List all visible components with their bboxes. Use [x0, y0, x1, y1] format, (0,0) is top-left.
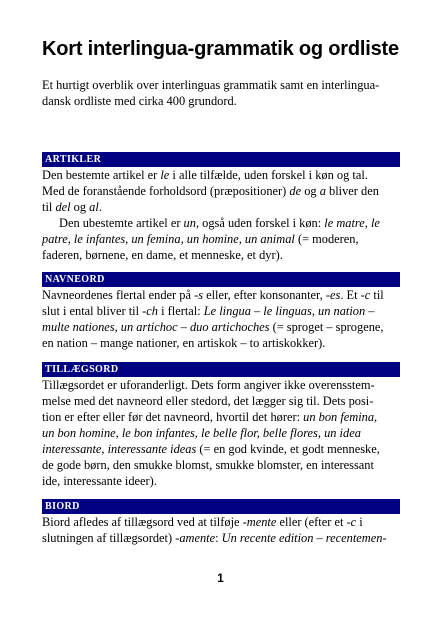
text-line: [42, 303, 400, 319]
page-number: 1: [217, 571, 224, 585]
text-run: og: [70, 200, 90, 214]
italic-run: del: [55, 200, 71, 214]
italic-run: un: [183, 216, 196, 230]
text-run: bliver den: [325, 184, 379, 198]
text-line: [42, 393, 400, 409]
text-run: slut i ental bliver til: [42, 304, 143, 318]
italic-run: a: [319, 184, 326, 198]
italic-run: -s: [194, 288, 204, 302]
italic-run: Un recente edition – recentemen-: [221, 531, 387, 545]
italic-run: interessante, interessante ideas: [42, 442, 197, 456]
text-run: slutningen af tillægsordet): [42, 531, 176, 545]
italic-run: le: [160, 168, 170, 182]
text-line: [42, 530, 400, 546]
intro-paragraph: [42, 77, 400, 109]
text-line: [42, 335, 400, 351]
text-run: eller (efter et: [276, 515, 347, 529]
text-line: [42, 377, 400, 393]
text-run: (= moderen,: [294, 232, 359, 246]
text-run: Med de foranstående forholdsord (præpositioner): [42, 184, 290, 198]
text-line: [42, 514, 400, 530]
italic-run: -amente: [175, 531, 216, 545]
italic-run: un bon homine, le bon infantes, le belle flor, belle flores, un idea: [42, 426, 361, 440]
italic-run: al: [89, 200, 99, 214]
text-run: Biord afledes af tillægsord ved at tilføje: [42, 515, 243, 529]
text-line: [42, 457, 400, 473]
italic-run: -mente: [242, 515, 277, 529]
section-heading: BIORD: [42, 499, 400, 514]
text-run: faderen, børnene, en dame, et menneske, et dyr).: [42, 248, 283, 262]
text-run: til: [370, 288, 384, 302]
text-run: , også uden forskel i køn:: [195, 216, 325, 230]
text-run: (= sproget – sprogene,: [269, 320, 384, 334]
text-run: i: [356, 515, 363, 529]
text-run: Navneordenes flertal ender på: [42, 288, 195, 302]
intro-line: Et hurtigt overblik over interlinguas grammatik samt en interlingua-: [42, 78, 380, 92]
text-line: [42, 287, 400, 303]
section-artikler: [42, 152, 400, 263]
text-run: Den bestemte artikel er: [42, 168, 161, 182]
document-title: Kort interlingua-grammatik og ordliste: [42, 38, 399, 60]
text-line: [42, 409, 400, 425]
text-run: tion er efter eller før det navneord, hvortil det hører:: [42, 410, 304, 424]
text-run: i alle tilfælde, uden forskel i køn og tal.: [169, 168, 368, 182]
text-run: . Et: [340, 288, 361, 302]
text-line: [42, 215, 400, 231]
text-line: [42, 425, 400, 441]
text-run: (= en god kvinde, et godt menneske,: [196, 442, 380, 456]
text-line: [42, 167, 400, 183]
text-line: [42, 247, 400, 263]
italic-run: multe nationes, un artichoc – duo artichoches: [42, 320, 270, 334]
section-body: [42, 377, 400, 489]
text-line: [42, 183, 400, 199]
text-line: [42, 319, 400, 335]
text-line: [42, 441, 400, 457]
text-run: ide, interessante ideer).: [42, 474, 157, 488]
text-run: .: [98, 200, 102, 214]
section-biord: [42, 499, 400, 546]
text-run: en nation – mange nationer, en artiskok – to artiskokker).: [42, 336, 326, 350]
text-run: til: [42, 200, 56, 214]
text-run: eller, efter konsonanter,: [203, 288, 326, 302]
italic-run: de: [289, 184, 302, 198]
text-run: de gode børn, den smukke blomst, smukke blomster, en interessant: [42, 458, 374, 472]
text-run: :: [215, 531, 222, 545]
text-run: i flertal:: [157, 304, 204, 318]
text-line: [42, 473, 400, 489]
section-body: [42, 514, 400, 546]
text-run: melse med det navneord eller stedord, det lægger sig til. Dets posi-: [42, 394, 374, 408]
italic-run: -c: [346, 515, 357, 529]
text-run: og: [301, 184, 320, 198]
italic-run: -c: [360, 288, 371, 302]
section-heading: TILLÆGSORD: [42, 362, 400, 377]
italic-run: patre, le infantes, un femina, un homine, un animal: [42, 232, 295, 246]
italic-run: -ch: [142, 304, 158, 318]
intro-line: dansk ordliste med cirka 400 grundord.: [42, 94, 237, 108]
text-line: [42, 231, 400, 247]
section-heading: ARTIKLER: [42, 152, 400, 167]
italic-run: -es: [325, 288, 341, 302]
text-run: Tillægsordet er uforanderligt. Dets form angiver ikke overensstem-: [42, 378, 375, 392]
text-run: Den ubestemte artikel er: [59, 216, 184, 230]
italic-run: un bon femina,: [303, 410, 378, 424]
text-line: [42, 199, 400, 215]
section-heading: NAVNEORD: [42, 272, 400, 287]
section-tillaegsord: [42, 362, 400, 489]
section-navneord: [42, 272, 400, 351]
section-body: [42, 167, 400, 263]
section-body: [42, 287, 400, 351]
italic-run: Le lingua – le linguas, un nation –: [203, 304, 375, 318]
italic-run: le matre, le: [324, 216, 380, 230]
